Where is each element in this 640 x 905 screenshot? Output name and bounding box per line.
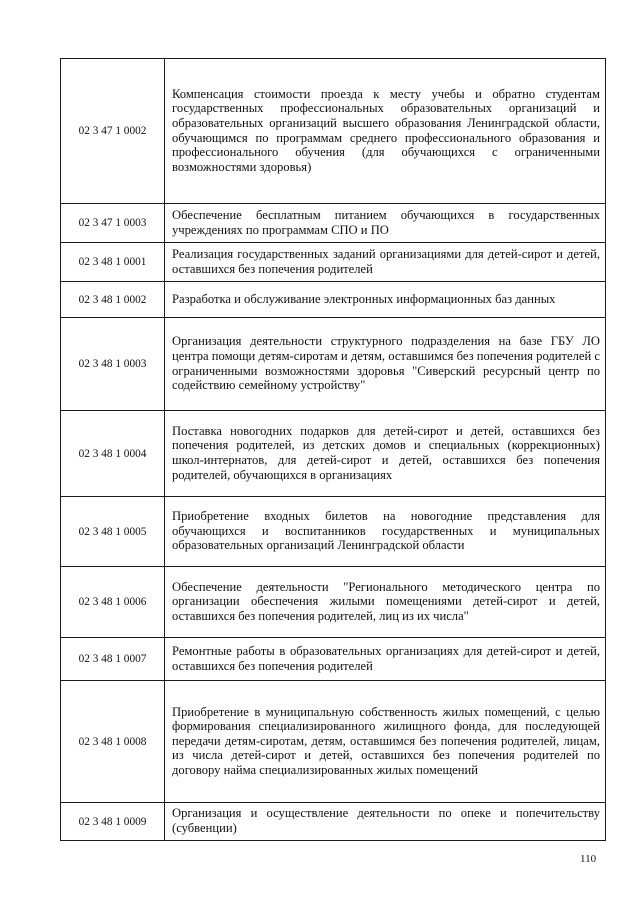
table-row: [61, 243, 606, 282]
budget-code-table: [60, 58, 606, 841]
description-cell: Организация деятельности структурного подразделения на базе ГБУ ЛО центра помощи детям-сиротам и детям, оставшимся без попечения родителей с ограниченными возможностями здоровья "Сиверский ресурсный центр по содействию семейному устройству": [165, 318, 606, 411]
description-cell: Приобретение входных билетов на новогодние представления для обучающихся и воспитанников государственных и муниципальных образовательных организаций Ленинградской области: [165, 497, 606, 567]
table-row: [61, 567, 606, 638]
page-number: 110: [580, 853, 597, 865]
table-row: [61, 318, 606, 411]
table-row: [61, 204, 606, 243]
description-cell: Обеспечение деятельности "Регионального методического центра по организации обеспечения жилыми помещениями детей-сирот и детей, оставшихся без попечения родителей, лиц из их числа": [165, 567, 606, 638]
description-cell: Организация и осуществление деятельности по опеке и попечительству (субвенции): [165, 803, 606, 841]
table-row: [61, 681, 606, 803]
code-cell: 02 3 48 1 0009: [61, 803, 165, 841]
table-row: [61, 59, 606, 204]
table-row: [61, 497, 606, 567]
table-row: [61, 803, 606, 841]
description-cell: Разработка и обслуживание электронных информационных баз данных: [165, 282, 606, 318]
description-cell: Ремонтные работы в образовательных организациях для детей-сирот и детей, оставшихся без попечения родителей: [165, 638, 606, 681]
code-cell: 02 3 48 1 0001: [61, 243, 165, 282]
description-cell: Поставка новогодних подарков для детей-сирот и детей, оставшихся без попечения родителей, из детских домов и специальных (коррекционных) школ-интернатов, для детей-сирот и детей, оставшихся без попечения родителей, обучающихся в организациях: [165, 411, 606, 497]
description-cell: Обеспечение бесплатным питанием обучающихся в государственных учреждениях по программам СПО и ПО: [165, 204, 606, 243]
table-row: [61, 411, 606, 497]
code-cell: 02 3 48 1 0005: [61, 497, 165, 567]
code-cell: 02 3 48 1 0006: [61, 567, 165, 638]
description-cell: Компенсация стоимости проезда к месту учебы и обратно студентам государственных профессиональных образовательных организаций и образовательных организаций высшего образования Ленинградской области, обучающимся по программам среднего профессионального образования и профессионального обучения (для обучающихся с ограниченными возможностями здоровья): [165, 59, 606, 204]
table-row: [61, 638, 606, 681]
code-cell: 02 3 48 1 0002: [61, 282, 165, 318]
code-cell: 02 3 48 1 0007: [61, 638, 165, 681]
code-cell: 02 3 47 1 0002: [61, 59, 165, 204]
table-row: [61, 282, 606, 318]
description-cell: Приобретение в муниципальную собственность жилых помещений, с целью формирования специализированного жилищного фонда, для последующей передачи детям-сиротам, детям, оставшимся без попечения родителей, лицам, из числа детей-сирот и детей, оставшихся без попечения родителей по договору найма специализированных жилых помещений: [165, 681, 606, 803]
code-cell: 02 3 48 1 0008: [61, 681, 165, 803]
code-cell: 02 3 48 1 0003: [61, 318, 165, 411]
code-cell: 02 3 47 1 0003: [61, 204, 165, 243]
description-cell: Реализация государственных заданий организациями для детей-сирот и детей, оставшихся без попечения родителей: [165, 243, 606, 282]
code-cell: 02 3 48 1 0004: [61, 411, 165, 497]
